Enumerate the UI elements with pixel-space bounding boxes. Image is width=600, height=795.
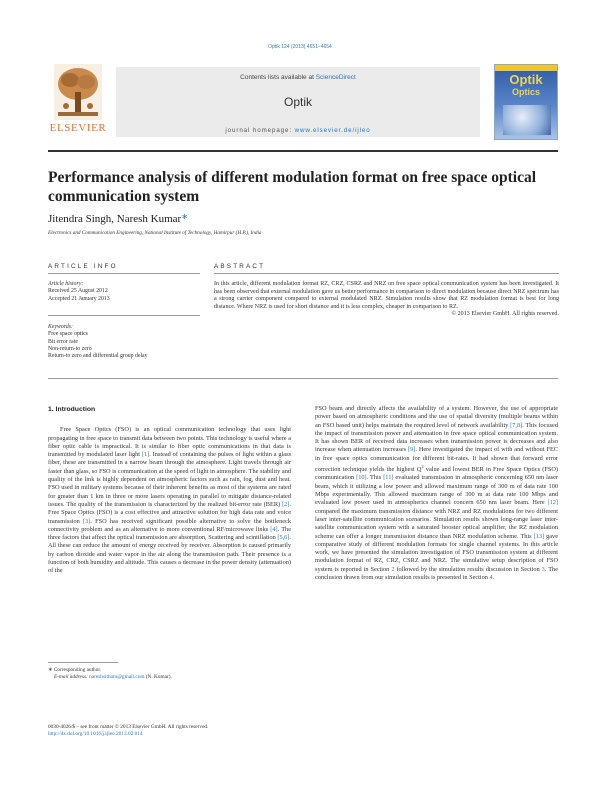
article-info-heading: ARTICLE INFO [48,263,118,270]
cover-subtitle: Optics [511,87,540,97]
keywords-label: Keywords: [48,324,73,330]
introduction-heading: 1. Introduction [48,406,96,413]
citation-link[interactable]: [5,6] [277,534,290,542]
keywords-block [48,324,198,360]
intro-paragraph-continued [315,405,558,582]
accepted-date: Accepted 21 January 2013 [48,295,110,302]
citation-link[interactable]: [9] [408,446,416,454]
keyword-item: Return-to zero and differential group delay [48,353,148,360]
citation-link[interactable]: [4] [270,525,278,533]
text-run: evaluated transmission in atmospheric concerning 650 nm laser beam, which it utilizing a low power and allowed maximum range of 300 m of data rate 100 Mbps experimentally. This allowed maximum range of 300 m at data rate 100 Mbps and evaluated low power used in atmospherics channel concern 650 nm laser beam. Here [315,474,559,507]
corresponding-label: ∗ Corresponding author. [48,667,102,673]
citation-link[interactable]: [13] [533,532,545,540]
abstract-rule [214,273,559,274]
corresponding-footnote [48,667,288,681]
citation-link[interactable]: [10] [356,474,367,482]
citation-link[interactable]: [7,8] [510,421,523,429]
publication-info [48,724,348,738]
copyright-notice: © 2013 Elsevier GmbH. All rights reserved. [451,311,559,318]
article-history [48,281,198,303]
issn-line: 0030-4026/$ – see front matter © 2013 Elsevier GmbH. All rights reserved. [48,724,209,730]
sciencedirect-link[interactable]: ScienceDirect [315,74,356,81]
text-run: . Free Space Optics (FSO) is a cost effective and attractive solution for high data rate and voice transmission [48,500,291,525]
body-right-column [315,405,558,582]
contents-prefix: Contents lists available at [240,74,314,81]
citation-link[interactable]: [12] [547,499,558,507]
text-run: . All these can reduce the amount of energy received by receiver. Absorption is caused primarily by carbon dioxide and water vapor in the air along the transmission path. Their presence is a function of both humidity and altitude. This causes a decrease in the power density (attenuation) of the [48,534,291,575]
text-run: followed by the simulation results discussion in Section [394,565,542,573]
abstract-body [214,281,559,319]
contents-line [116,74,480,81]
citation-link[interactable]: [11] [383,474,394,482]
received-date: Received 25 August 2012 [48,288,108,295]
section-link[interactable]: 2 [391,565,395,573]
text-run: . [492,574,495,582]
doi-link[interactable]: http://dx.doi.org/10.1016/j.ijleo.2013.02.014 [48,731,143,737]
text-run: FSO beam and directly affects the availability of a system. However, the use of appropriate power based on atmospheric conditions and the use of spatial diversity (multiple beams within an FSO based unit) helps maintain the required level of network availability [315,405,558,429]
text-run: . This [366,474,384,482]
author-names: Jitendra Singh, Naresh Kumar [48,213,182,225]
body-left-column [48,405,291,576]
cover-band [495,65,557,71]
text-run: . The three factors that affect the optical transmission are absorption, Scattering and scintillation [48,525,291,542]
section-link[interactable]: 4 [489,574,493,582]
footnote-rule [48,662,118,663]
journal-cover-thumbnail [494,64,558,140]
citation-link[interactable]: [3] [83,517,91,525]
text-run: compared the maximum transmission distance with NRZ and RZ modulations for two different laser inter-satellite communication scenarios. Simulation results shown long-range laser inter-satellite communication system with a saturated booster optical amplifier, the RZ modulation scheme can offer a longer transmission distance than NRZ modulation scheme. This [315,507,558,540]
email-label: E-mail address: [54,674,88,680]
email-suffix: (N. Kumar). [144,674,172,680]
elsevier-tree-icon [54,64,102,120]
text-run: Free Space Optics (FSO) is an optical communication technology that uses light propagating in free space to transmit data between two points. This technology is useful where a fiber optic cable is impractical. It is similar to fiber optic communications in that data is transmitted by modulated laser light [48,426,291,459]
masthead [48,62,558,142]
text-run: gave comparative study of different modulation formats for single channel systems. In this article work, we have presented the simulation investigation of FSO transmission system at different modulation format of RZ, CRZ, CSRZ and NRZ. The simulative setup description of FSO system is reported in Section [315,532,558,573]
text-run: . Here investigated the impact of with and without FEC in free space optics communication for different bit-rates. It had shown that forward error correction technique yields the highest Q [315,446,558,474]
abstract-text: In this article, different modulation format RZ, CRZ, CSRZ and NRZ on free space optical communication system has been investigated. It has been observed that external modulation gave us better performance in comparison to direct modulation because direct NRZ spectrum has a strong carrier component compared to external modulated NRZ. Simulation results show that RZ modulation format is best for long distance. Where NRZ is used for short distance and it is less complex, cheaper in comparison to RZ. [214,281,559,310]
q-superscript: 2 [421,464,424,470]
homepage-line [116,127,480,134]
keyword-item: Non-return-to zero [48,345,92,352]
homepage-prefix: journal homepage: [225,127,292,134]
cover-title: Optik [509,72,543,87]
author-list [48,212,188,225]
text-run: . Instead of containing the pulses of light within a glass fiber, these are transmitted in a narrow beam through the atmosphere. Light travels through air faster than glass, so FSO is communication at the speed of light in atmosphere. The stability and quality of the link is highly dependent on atmospheric factors such as rain, fog, dust and heat. FSO used in military systems because of their inherent benefits as most of the systems are rated for greater than 1 km in three or more lasers operating in parallel to mitigate distance-related issues. The quality of the transmission is characterized by the realized bit-error rate (BER) [48,451,291,508]
corresponding-author-mark[interactable]: ∗ [181,212,188,221]
keyword-item: Bit error rate [48,338,78,345]
keyword-item: Free space optics [48,331,88,338]
section-link[interactable]: 3 [541,565,545,573]
header-divider [48,150,558,152]
text-run: . The conclusion drawn from our simulation results is presented in Section [315,565,559,582]
text-run: . This focused the impact of transmission power and attenuation in free space optical communication system. It has shown BER of received data increases when transmission power is decreases and also increase when attenuation increases [315,421,558,454]
affiliation: Electronics and Communication Engineering, National Institute of Technology, Hamirpur (H.P.), India [48,230,262,236]
journal-citation[interactable]: Optik 124 (2013) 4651–4654 [268,44,332,50]
intro-paragraph [48,426,291,575]
abstract-bottom-rule [48,378,558,379]
journal-name: Optik [283,95,312,109]
cover-image [503,105,551,135]
article-info-rule [48,273,200,274]
elsevier-logo [48,62,108,136]
homepage-link[interactable]: www.elsevier.de/ijleo [294,127,371,134]
journal-banner [116,67,480,137]
history-label: Article history: [48,281,84,287]
citation-link[interactable]: [2] [282,500,290,508]
text-run: value and lowest BER in Free Space Optics (FSO) communication [315,466,559,482]
author-email-link[interactable]: nareshsitham@gmail.com [89,674,145,680]
email-line [48,674,288,681]
abstract-heading: ABSTRACT [214,263,266,270]
elsevier-wordmark: ELSEVIER [49,122,107,134]
citation-link[interactable]: [1] [141,451,150,459]
text-run: . FSO has received significant possible alternative to solve the bottleneck connectivity problem and as an alternative to more conventional RF/microwave links [48,517,291,533]
article-title: Performance analysis of different modulation format on free space optical communication system [48,169,537,205]
info-separator-rule [48,315,200,316]
